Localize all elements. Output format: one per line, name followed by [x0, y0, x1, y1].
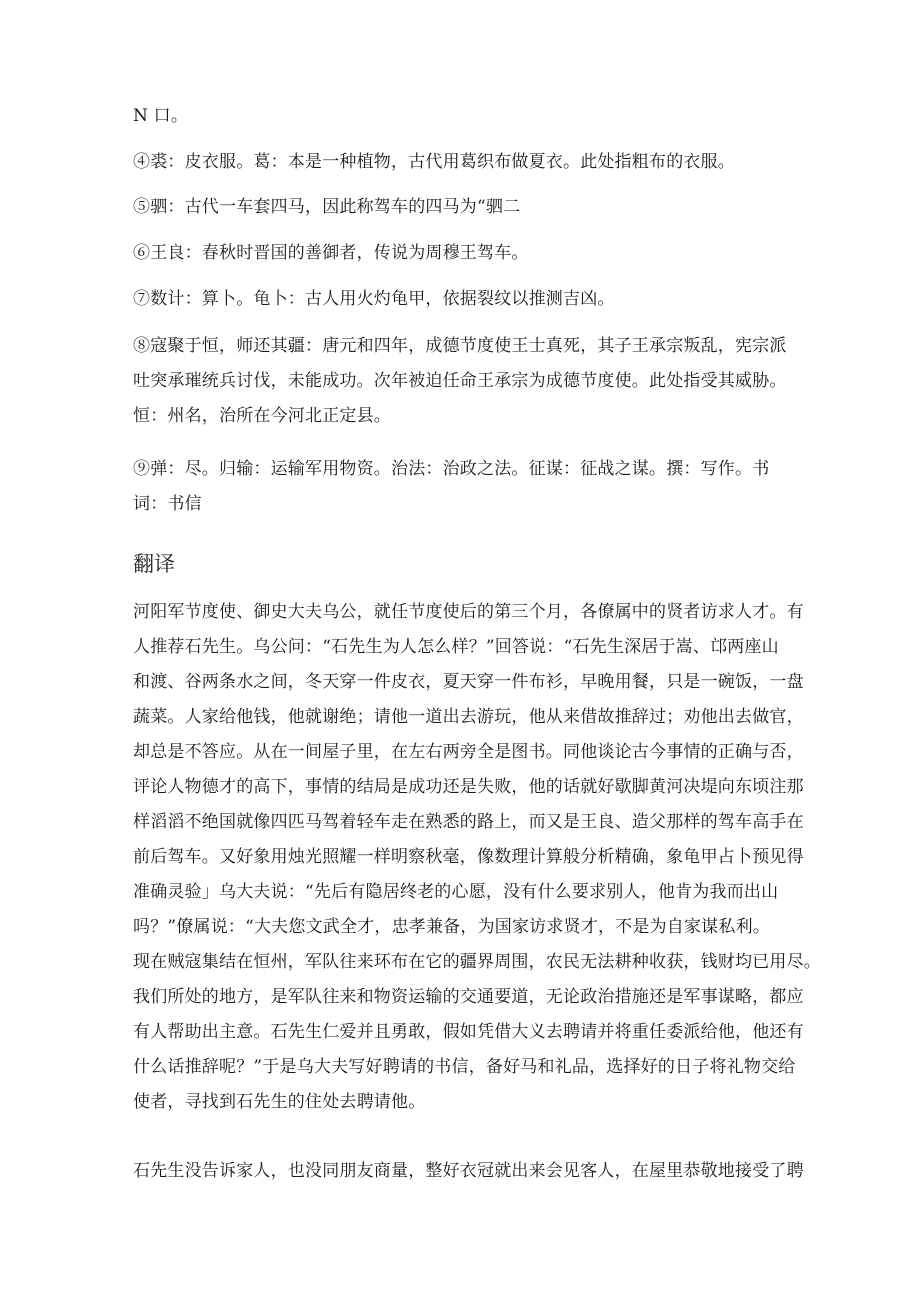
translation-line: 吗？”僚属说：“大夫您文武全才，忠孝兼备，为国家访求贤才，不是为自家谋私利。	[133, 917, 770, 937]
translation-line: 却总是不答应。从在一间屋子里，在左右两旁全是图书。同他谈论古今事情的正确与否，	[133, 742, 804, 762]
translation-line: 人推荐石先生。乌公问：“石先生为人怎么样？”回答说：“石先生深居于嵩、邙两座山	[133, 637, 779, 657]
translation-line: 前后驾车。又好象用烛光照耀一样明察秋毫，像数理计算般分析精确，象龟甲占卜预见得	[133, 847, 804, 867]
translation-line: 样滔滔不绝国就像四匹马驾着轻车走在熟悉的路上，而又是王良、造父那样的驾车高手在	[133, 812, 804, 832]
note-line: 恒：州名，治所在今河北正定县。	[133, 406, 391, 426]
translation-line: 使者，寻找到石先生的住处去聘请他。	[133, 1092, 426, 1112]
note-line: ⑦数计：算卜。龟卜：古人用火灼龟甲，依据裂纹以推测吉凶。	[133, 289, 615, 309]
translation-line: 评论人物德才的高下，事情的结局是成功还是失败，他的话就好歇脚黄河决堤向东顷注那	[133, 777, 804, 797]
translation-line: 蔬菜。人家给他钱，他就谢绝；请他一道出去游玩，他从来借故推辞过；劝他出去做官，	[133, 707, 804, 727]
note-line: 词：书信	[133, 494, 202, 514]
note-line: N 口。	[133, 106, 189, 126]
note-line: ⑨弹：尽。归输：运输军用物资。治法：治政之法。征谋：征战之谋。撰：写作。书	[133, 459, 770, 479]
translation-line: 什么话推辞呢？”于是乌大夫写好聘请的书信，备好马和礼品，选择好的日子将礼物交给	[133, 1057, 796, 1077]
translation-line: 有人帮助出主意。石先生仁爱并且勇敢，假如凭借大义去聘请并将重任委派给他，他还有	[133, 1022, 804, 1042]
note-line: ⑧寇聚于恒，师还其疆：唐元和四年，成德节度使王士真死，其子王承宗叛乱，宪宗派	[133, 336, 787, 356]
note-line: 吐突承璀统兵讨伐，未能成功。次年被迫任命王承宗为成德节度使。此处指受其威胁。	[133, 371, 787, 391]
note-line: ⑤驷：古代一车套四马，因此称驾车的四马为“驷二	[133, 197, 521, 217]
note-line: ④裘：皮衣服。葛：本是一种植物，古代用葛织布做夏衣。此处指粗布的衣服。	[133, 152, 735, 172]
note-line: ⑥王良：春秋时晋国的善御者，传说为周穆王驾车。	[133, 243, 529, 263]
translation-heading: 翻译	[133, 552, 175, 576]
translation-line: 石先生没告诉家人，也没同朋友商量，整好衣冠就出来会见客人，在屋里恭敬地接受了聘	[133, 1161, 804, 1181]
translation-line: 现在贼寇集结在恒州，军队往来环布在它的疆界周围，农民无法耕种收获，钱财均已用尽。	[133, 952, 821, 972]
translation-line: 我们所处的地方，是军队往来和物资运输的交通要道，无论政治措施还是军事谋略，都应	[133, 987, 804, 1007]
translation-line: 准确灵验」乌大夫说：“先后有隐居终老的心愿，没有什么要求别人，他肯为我而出山	[133, 882, 779, 902]
translation-line: 河阳军节度使、御史大夫乌公，就任节度使后的第三个月，各僚属中的贤者访求人才。有	[133, 602, 804, 622]
translation-line: 和渡、谷两条水之间，冬天穿一件皮衣，夏天穿一件布衫，早晚用餐，只是一碗饭，一盘	[133, 672, 804, 692]
